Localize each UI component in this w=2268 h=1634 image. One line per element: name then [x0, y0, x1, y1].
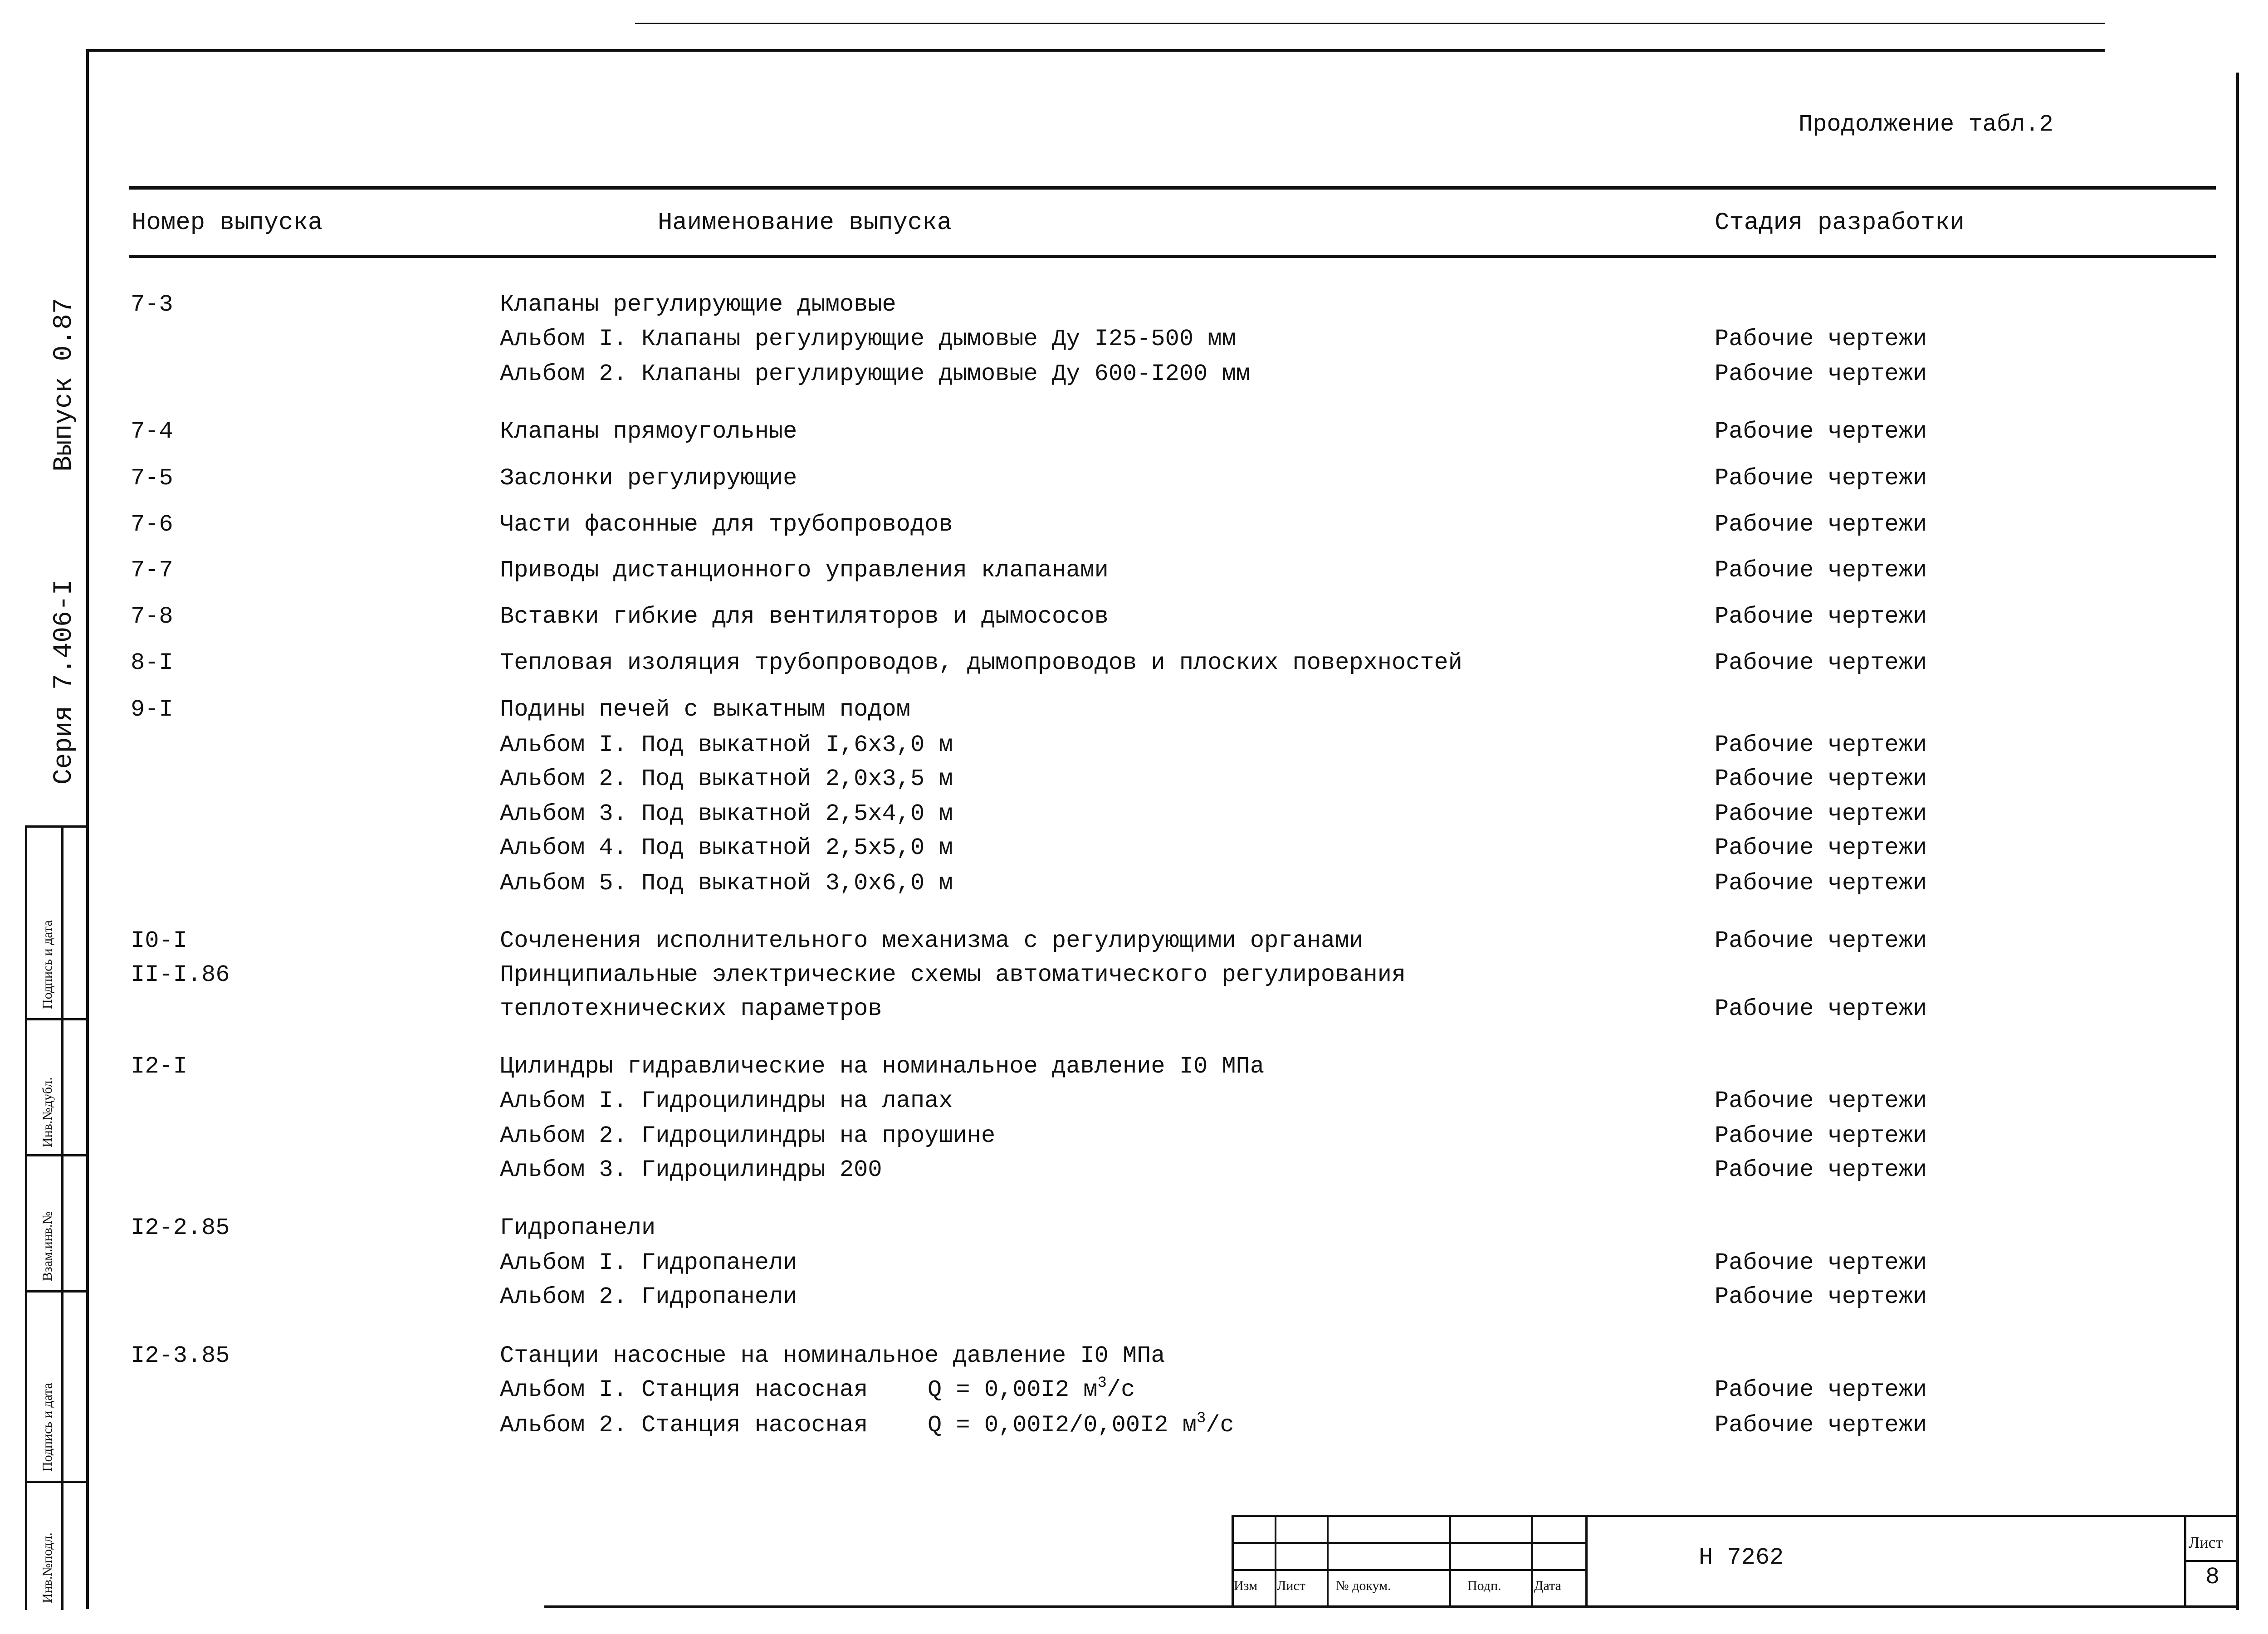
stamp-label-list: Лист: [1277, 1578, 1305, 1593]
row-name: Альбом I. Гидроцилиндры на лапах: [500, 1088, 953, 1114]
row-name: Альбом I. Гидропанели: [500, 1249, 797, 1276]
row-name: Приводы дистанционного управления клапанами: [500, 557, 1109, 584]
row-name: Альбом I. Клапаны регулирующие дымовые Ду I25-500 мм: [500, 326, 1236, 352]
row-name: Вставки гибкие для вентиляторов и дымососов: [500, 603, 1109, 630]
row-stage: Рабочие чертежи: [1715, 465, 1927, 492]
row-name: Цилиндры гидравлические на номинальное давление I0 МПа: [500, 1053, 1265, 1080]
row-number: II-I.86: [131, 961, 230, 988]
row-name: Гидропанели: [500, 1215, 656, 1241]
row-number: 7-3: [131, 291, 173, 318]
row-name: Альбом 3. Под выкатной 2,5х4,0 м: [500, 800, 953, 827]
header-stage: Стадия разработки: [1715, 209, 1965, 237]
side-box-frame-right: [61, 825, 64, 1610]
row-stage: Рабочие чертежи: [1715, 995, 1927, 1022]
row-formula: [928, 1412, 1234, 1439]
formula-unit: /с: [1106, 1376, 1135, 1403]
row-stage: Рабочие чертежи: [1715, 1249, 1927, 1276]
row-name: Подины печей с выкатным подом: [500, 696, 910, 723]
row-stage: Рабочие чертежи: [1715, 834, 1927, 861]
formula-exponent: 3: [1097, 1375, 1107, 1392]
row-name: Альбом I. Станция насосная: [500, 1376, 868, 1403]
side-box-divider: [25, 1018, 88, 1020]
row-name: Тепловая изоляция трубопроводов, дымопроводов и плоских поверхностей: [500, 649, 1462, 676]
stamp-line: [2184, 1560, 2239, 1562]
row-name: Клапаны регулирующие дымовые: [500, 291, 896, 318]
row-number: I2-I: [131, 1053, 187, 1080]
stamp-line: [1585, 1515, 1588, 1605]
side-box-label: Взам.инв.№: [40, 1211, 55, 1281]
row-stage: Рабочие чертежи: [1715, 1283, 1927, 1310]
row-name: теплотехнических параметров: [500, 995, 882, 1022]
row-stage: Рабочие чертежи: [1715, 1156, 1927, 1183]
stamp-label-izm: Изм: [1234, 1578, 1258, 1593]
row-name: Альбом 4. Под выкатной 2,5х5,0 м: [500, 834, 953, 861]
row-name: Альбом 5. Под выкатной 3,0х6,0 м: [500, 870, 953, 897]
row-stage: Рабочие чертежи: [1715, 557, 1927, 584]
side-box-divider: [25, 825, 88, 828]
row-number: I2-3.85: [131, 1342, 230, 1369]
sheet-label: Лист: [2189, 1533, 2223, 1551]
row-stage: Рабочие чертежи: [1715, 1088, 1927, 1114]
row-number: 7-7: [131, 557, 173, 584]
row-stage: Рабочие чертежи: [1715, 870, 1927, 897]
row-name: Альбом I. Под выкатной I,6х3,0 м: [500, 732, 953, 758]
row-name: Альбом 2. Гидроцилиндры на проушине: [500, 1122, 996, 1149]
side-box-divider: [25, 1290, 88, 1293]
row-stage: Рабочие чертежи: [1715, 603, 1927, 630]
side-series: Серия 7.406-I: [49, 579, 79, 785]
row-name: Станции насосные на номинальное давление I0 МПа: [500, 1342, 1165, 1369]
stamp-line: [1327, 1515, 1329, 1605]
row-stage: Рабочие чертежи: [1715, 361, 1927, 387]
stamp-line: [1449, 1515, 1451, 1605]
row-number: 7-4: [131, 418, 173, 445]
row-formula: [928, 1376, 1135, 1404]
stamp-line: [1531, 1515, 1533, 1605]
continuation-label: Продолжение табл.2: [1799, 111, 2053, 138]
bottom-rule: [544, 1605, 2239, 1608]
header-name: Наименование выпуска: [658, 209, 952, 237]
row-number: 9-I: [131, 696, 173, 723]
stamp-code: Н 7262: [1699, 1544, 1784, 1571]
row-number: I0-I: [131, 927, 187, 954]
row-name: Принципиальные электрические схемы автоматического регулирования: [500, 961, 1406, 988]
row-stage: Рабочие чертежи: [1715, 732, 1927, 758]
header-bottom-line: [129, 255, 2216, 258]
row-stage: Рабочие чертежи: [1715, 1376, 1927, 1403]
side-box-label: Инв.№дубл.: [40, 1077, 55, 1147]
side-box-label: Инв.№подл.: [40, 1532, 55, 1603]
sheet-number: 8: [2205, 1564, 2220, 1590]
stamp-label-sign: Подп.: [1467, 1578, 1501, 1593]
row-name: Альбом 2. Станция насосная: [500, 1412, 868, 1439]
row-stage: Рабочие чертежи: [1715, 927, 1927, 954]
side-box-label: Подпись и дата: [40, 1383, 55, 1472]
row-stage: Рабочие чертежи: [1715, 1122, 1927, 1149]
row-name: Части фасонные для трубопроводов: [500, 511, 953, 538]
row-number: 8-I: [131, 649, 173, 676]
row-stage: Рабочие чертежи: [1715, 326, 1927, 352]
stamp-label-date: Дата: [1534, 1578, 1561, 1593]
side-box-divider: [25, 1154, 88, 1156]
row-number: 7-5: [131, 465, 173, 492]
row-number: 7-6: [131, 511, 173, 538]
top-rule-thin: [635, 23, 2105, 24]
left-frame: [86, 49, 89, 1609]
top-rule: [86, 49, 2105, 52]
row-name: Альбом 2. Клапаны регулирующие дымовые Ду 600-I200 мм: [500, 361, 1250, 387]
row-number: 7-8: [131, 603, 173, 630]
formula-text: Q = 0,00I2 м: [928, 1376, 1098, 1403]
side-box-label: Подпись и дата: [40, 920, 55, 1009]
row-name: Альбом 3. Гидроцилиндры 200: [500, 1156, 882, 1183]
row-name: Клапаны прямоугольные: [500, 418, 797, 445]
header-top-line: [129, 186, 2216, 190]
formula-exponent: 3: [1196, 1410, 1206, 1427]
header-number: Номер выпуска: [132, 209, 323, 237]
row-stage: Рабочие чертежи: [1715, 649, 1927, 676]
formula-unit: /с: [1206, 1412, 1234, 1439]
row-stage: Рабочие чертежи: [1715, 766, 1927, 792]
stamp-label-doc: № докум.: [1336, 1578, 1391, 1593]
row-name: Альбом 2. Гидропанели: [500, 1283, 797, 1310]
row-name: Альбом 2. Под выкатной 2,0х3,5 м: [500, 766, 953, 792]
side-issue: Выпуск 0.87: [49, 298, 79, 472]
row-stage: Рабочие чертежи: [1715, 511, 1927, 538]
formula-text: Q = 0,00I2/0,00I2 м: [928, 1412, 1197, 1439]
row-stage: Рабочие чертежи: [1715, 800, 1927, 827]
stamp-line: [1232, 1515, 2239, 1517]
side-box-frame-left: [25, 825, 27, 1610]
stamp-line: [1275, 1515, 1276, 1605]
row-stage: Рабочие чертежи: [1715, 1412, 1927, 1439]
row-stage: Рабочие чертежи: [1715, 418, 1927, 445]
row-name: Заслонки регулирующие: [500, 465, 797, 492]
row-number: I2-2.85: [131, 1215, 230, 1241]
side-box-divider: [25, 1481, 88, 1483]
right-frame: [2236, 73, 2239, 1610]
row-name: Сочленения исполнительного механизма с регулирующими органами: [500, 927, 1364, 954]
